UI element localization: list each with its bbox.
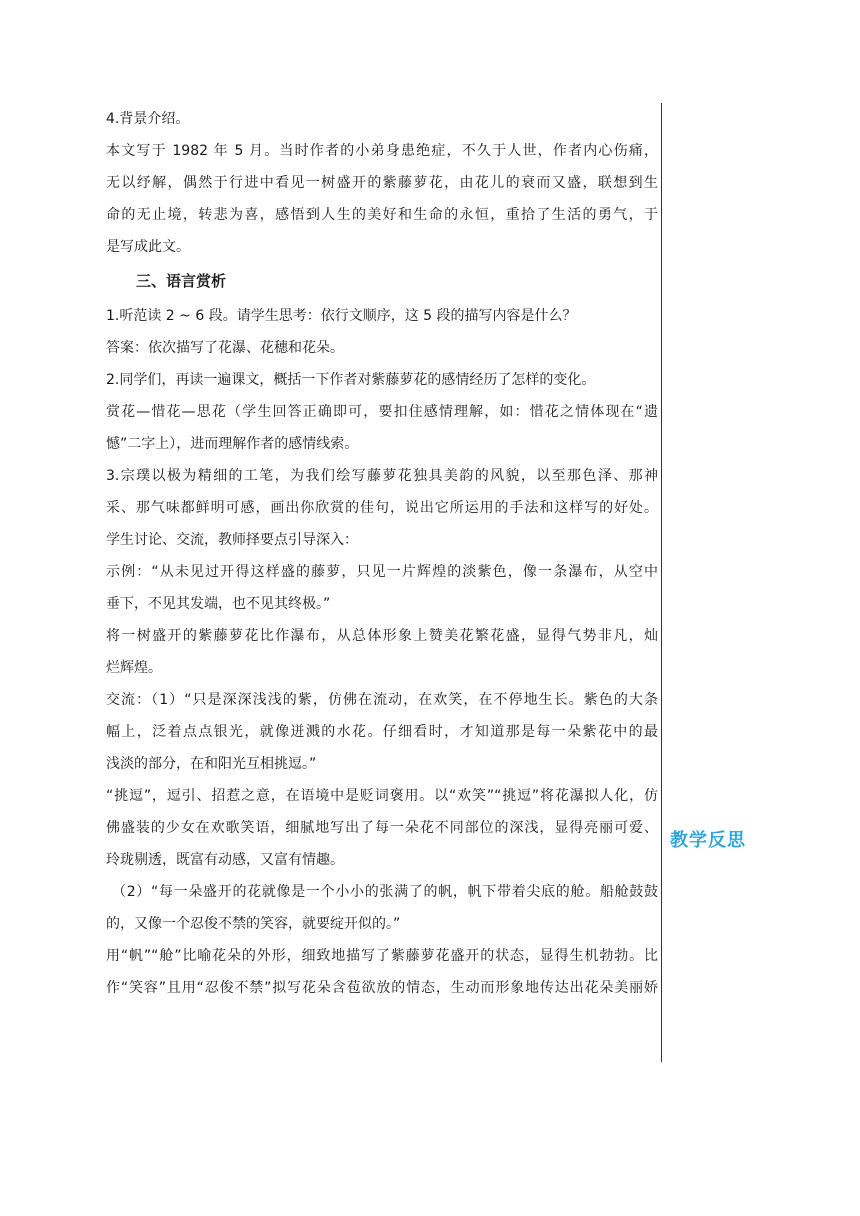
- text-line: 3.宗璞以极为精细的工笔，为我们绘写藤萝花独具美韵的风貌，以至那色泽、那神: [106, 468, 658, 484]
- text-line: 1.听范读 2 ~ 6 段。请学生思考：依行文顺序，这 5 段的描写内容是什么？: [106, 308, 577, 324]
- text-line: 作“笑容”且用“忍俊不禁”拟写花朵含苞欲放的情态，生动而形象地传达出花朵美丽娇: [106, 980, 658, 996]
- text-line: 用“帆”“舱”比喻花朵的外形，细致地描写了紫藤萝花盛开的状态，显得生机勃勃。比: [106, 948, 658, 964]
- text-line: 赏花—惜花—思花（学生回答正确即可，要扣住感情理解，如：惜花之情体现在“遗: [106, 404, 658, 420]
- text-line: 是写成此文。: [106, 239, 190, 255]
- text-line: 4.背景介绍。: [106, 111, 190, 127]
- text-line: 憾”二字上），进而理解作者的感情线索。: [106, 436, 359, 452]
- text-line: 学生讨论、交流，教师择要点引导深入：: [106, 532, 358, 548]
- text-line: （2）“每一朵盛开的花就像是一个小小的张满了的帆，帆下带着尖底的舱。船舱鼓鼓: [112, 884, 658, 900]
- text-line: 的，又像一个忍俊不禁的笑容，就要绽开似的。”: [106, 916, 401, 932]
- text-line: 交流：（1）“只是深深浅浅的紫，仿佛在流动，在欢笑，在不停地生长。紫色的大条: [106, 692, 658, 708]
- section-heading: 三、语言赏析: [136, 272, 227, 290]
- text-line: 2.同学们，再读一遍课文，概括一下作者对紫藤萝花的感情经历了怎样的变化。: [106, 372, 596, 388]
- column-divider: [661, 103, 662, 1062]
- text-line: “挑逗”，逗引、招惹之意，在语境中是贬词褒用。以“欢笑”“挑逗”将花瀑拟人化，仿: [106, 788, 658, 804]
- text-line: 命的无止境，转悲为喜，感悟到人生的美好和生命的永恒，重拾了生活的勇气，于: [106, 207, 658, 223]
- text-line: 答案：依次描写了花瀑、花穗和花朵。: [106, 340, 344, 356]
- reflection-title: 教学反思: [670, 830, 746, 851]
- text-line: 本文写于 1982 年 5 月。当时作者的小弟身患绝症，不久于人世，作者内心伤痛，: [106, 143, 658, 159]
- text-line: 玲珑剔透，既富有动感，又富有情趣。: [106, 852, 344, 868]
- text-line: 浅淡的部分，在和阳光互相挑逗。”: [106, 756, 317, 772]
- text-line: 采、那气味都鲜明可感，画出你欣赏的佳句，说出它所运用的手法和这样写的好处。: [106, 500, 658, 516]
- text-line: 将一树盛开的紫藤萝花比作瀑布，从总体形象上赞美花繁花盛，显得气势非凡，灿: [106, 628, 658, 644]
- text-line: 示例：“从未见过开得这样盛的藤萝，只见一片辉煌的淡紫色，像一条瀑布，从空中: [106, 564, 658, 580]
- text-line: 佛盛装的少女在欢歌笑语，细腻地写出了每一朵花不同部位的深浅，显得亮丽可爱、: [106, 820, 658, 836]
- lesson-text-column: [106, 103, 658, 1004]
- text-line: 幅上，泛着点点银光，就像迸溅的水花。仔细看时，才知道那是每一朵紫花中的最: [106, 724, 658, 740]
- text-line: 烂辉煌。: [106, 660, 162, 676]
- text-line: 无以纾解，偶然于行进中看见一树盛开的紫藤萝花，由花儿的衰而又盛，联想到生: [106, 175, 658, 191]
- text-line: 垂下，不见其发端，也不见其终极。”: [106, 596, 331, 612]
